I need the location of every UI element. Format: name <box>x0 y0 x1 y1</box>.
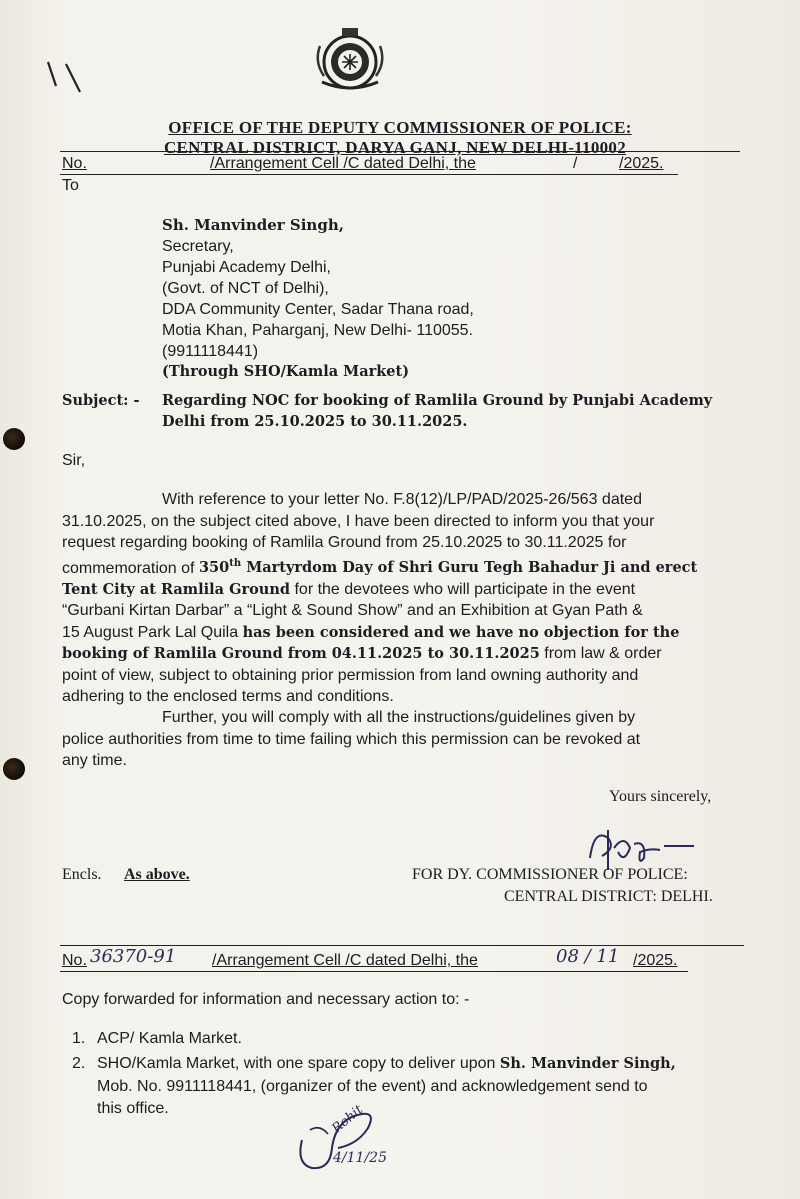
addressee-name: Sh. Manvinder Singh, <box>162 216 344 234</box>
p1-line-2: 31.10.2025, on the subject cited above, I have been directed to inform you that your <box>62 512 655 530</box>
ref-year-top: /2025. <box>619 155 664 172</box>
delhi-police-emblem <box>300 24 400 94</box>
p1-line-4-a: commemoration of <box>62 559 195 577</box>
copy-2-line2: Mob. No. 9911118441, (organizer of the event) and acknowledgement send to <box>97 1078 648 1095</box>
copy-2-line1 <box>97 1055 676 1073</box>
p1-line-9: point of view, subject to obtaining prior permission from land owning authority and <box>62 666 639 684</box>
office-heading-line2: CENTRAL DISTRICT, DARYA GANJ, NEW DELHI-110002 <box>163 138 627 157</box>
header-rule <box>60 151 740 152</box>
encls-value: As above. <box>124 866 190 883</box>
copy-2-b: Sh. Manvinder Singh, <box>499 1055 676 1072</box>
signatory-line2: CENTRAL DISTRICT: DELHI. <box>504 888 713 905</box>
copy-1-num: 1. <box>72 1030 86 1047</box>
copy-1: ACP/ Kamla Market. <box>97 1030 242 1047</box>
p1-line-5 <box>62 579 742 601</box>
p1-line-7-a: 15 August Park Lal Quila <box>62 623 239 641</box>
ref-no-label-bottom: No. <box>62 952 87 969</box>
closing: Yours sincerely, <box>609 788 712 805</box>
addressee-line-2: Punjabi Academy Delhi, <box>162 259 331 276</box>
body-paragraph-1 <box>62 489 742 708</box>
p2-line-2: police authorities from time to time failing which this permission can be revoked at <box>62 730 641 748</box>
encls-label: Encls. <box>62 866 102 883</box>
signatory-line1: FOR DY. COMMISSIONER OF POLICE: <box>412 866 688 883</box>
p2-line-1: Further, you will comply with all the instructions/guidelines given by <box>162 709 636 726</box>
ref-text-bottom: /Arrangement Cell /C dated Delhi, the <box>212 952 478 969</box>
copy-2-line3: this office. <box>97 1100 169 1117</box>
addressee-line-1: Secretary, <box>162 238 234 255</box>
ref-slash-top: / <box>573 155 578 172</box>
addressee-through: (Through SHO/Kamla Market) <box>162 363 410 380</box>
p1-line-4 <box>62 554 742 579</box>
p2-line-3: any time. <box>62 752 127 769</box>
to-label: To <box>62 177 79 194</box>
punch-hole-top <box>3 428 25 450</box>
subject-line2: Delhi from 25.10.2025 to 30.11.2025. <box>162 413 468 430</box>
p1-line-8-b: from law & order <box>544 645 662 663</box>
addressee-line-6: (9911118441) <box>162 343 259 360</box>
copy-2-num: 2. <box>72 1055 86 1072</box>
ref-bottom-underline <box>60 971 688 972</box>
handwritten-tick-mark <box>40 58 100 98</box>
subject-line1: Regarding NOC for booking of Ramlila Ground by Punjabi Academy <box>162 392 713 409</box>
ref-top-underline <box>60 174 678 175</box>
addressee-line-4: DDA Community Center, Sadar Thana road, <box>162 301 474 318</box>
copy-forwarded: Copy forwarded for information and necessary action to: - <box>62 991 470 1008</box>
p1-line-4-num: 350 <box>198 559 230 577</box>
punch-hole-bottom <box>3 758 25 780</box>
p1-line-4-sup: th <box>229 558 242 570</box>
ref-no-label: No. <box>62 155 87 172</box>
office-heading-line1: OFFICE OF THE DEPUTY COMMISSIONER OF POLICE: <box>168 118 632 137</box>
p1-line-7-b: has been considered and we have no objection for the <box>242 623 680 641</box>
body-paragraph-2 <box>62 707 742 772</box>
copy-2-a: SHO/Kamla Market, with one spare copy to deliver upon <box>97 1055 496 1072</box>
addressee-line-5: Motia Khan, Paharganj, New Delhi- 110055. <box>162 322 473 339</box>
salutation: Sir, <box>62 452 86 469</box>
p1-line-1: With reference to your letter No. F.8(12)/LP/PAD/2025-26/563 dated <box>162 491 642 508</box>
ref-year-bottom: /2025. <box>633 952 678 969</box>
p1-line-10: adhering to the enclosed terms and conditions. <box>62 688 394 706</box>
p1-line-3: request regarding booking of Ramlila Ground from 25.10.2025 to 30.11.2025 for <box>62 534 627 551</box>
ref-number-handwritten: 36370-91 <box>90 946 177 967</box>
handwritten-initial: Rohit <box>329 1102 367 1137</box>
ref-text-top: /Arrangement Cell /C dated Delhi, the <box>210 155 476 172</box>
p1-line-8 <box>62 643 742 665</box>
ref-date-handwritten: 08 / 11 <box>556 946 620 967</box>
p1-line-8-a: booking of Ramlila Ground from 04.11.2025 to 30.11.2025 <box>62 645 540 663</box>
p1-line-6: “Gurbani Kirtan Darbar” a “Light & Sound Show” and an Exhibition at Gyan Path & <box>62 602 643 620</box>
subject-label: Subject: - <box>62 392 140 409</box>
p1-line-5-a: Tent City at Ramlila Ground <box>62 580 291 598</box>
p1-line-4-c: Martyrdom Day of Shri Guru Tegh Bahadur Ji and erect <box>246 559 698 577</box>
addressee-line-3: (Govt. of NCT of Delhi), <box>162 280 329 297</box>
p1-line-7 <box>62 622 742 644</box>
handwritten-date: 4/11/25 <box>333 1150 387 1166</box>
p1-line-5-b: for the devotees who will participate in the event <box>294 580 636 598</box>
